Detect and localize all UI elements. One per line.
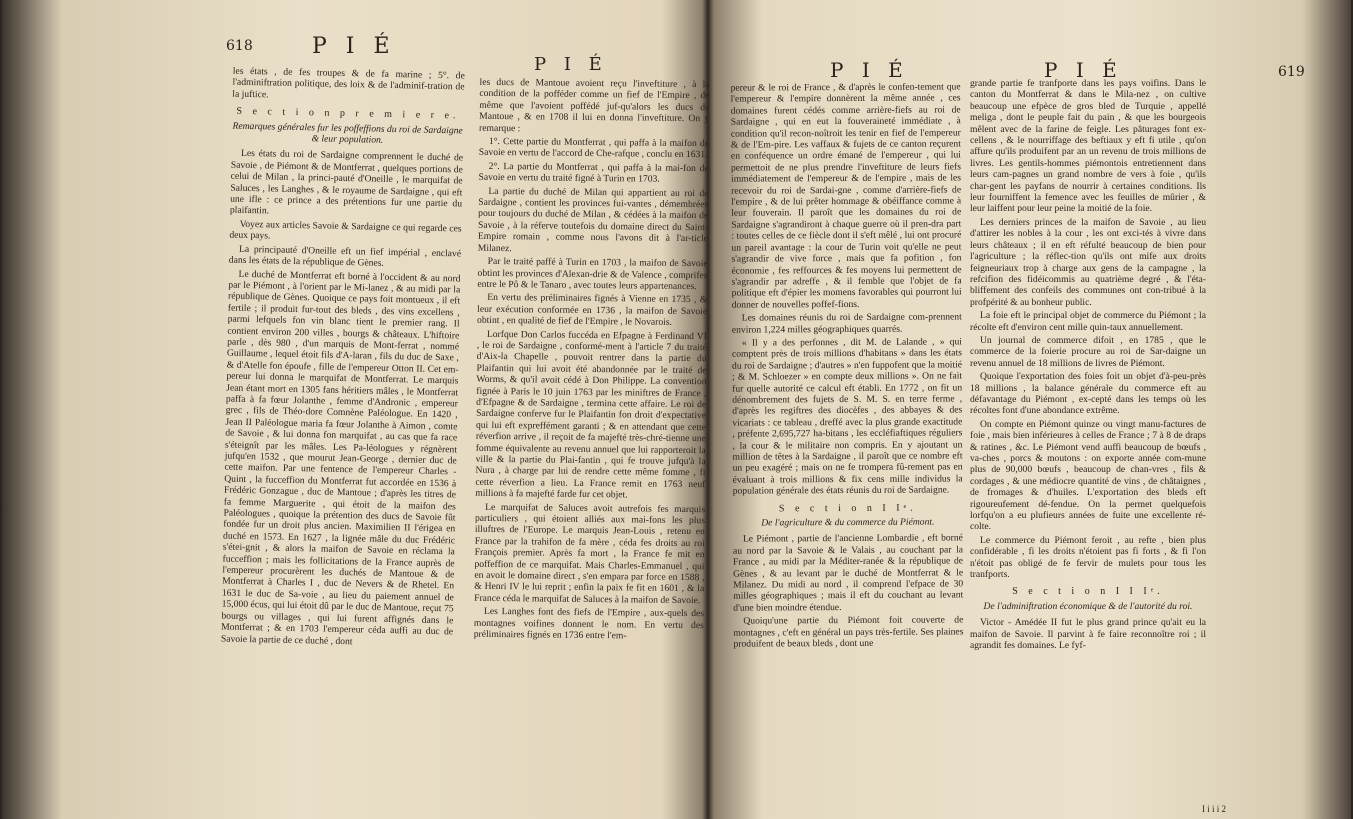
running-head-left-2: P I É <box>534 54 608 75</box>
paragraph: Lorfque Don Carlos fuccéda en Efpagne à Ferdinand VI , le roi de Sardaigne , conformé-ment à l'article 7 du traité d'Aix-la Chapelle , pouvoit rentrer dans la partie du Plaifantin qui lui avoit été abandonnée par le traité de Worms, & qu'il avoit cédé à Don Philippe. La convention fignée à Paris le 10 juin 1763 par les miniftres de France , d'Efpagne & de Sardaigne , termina cette affaire. Le roi de Sardaigne conferve fur le Plaifantin fon droit d'expectative qui lui eft expreffément garanti ; & en attendant que cette réverfion arrive , il reçoit de fa majefté très-chré-tienne une fomme équivalente au revenu annuel que lui rapporteroit la ville & la partie du Plai-fantin , qui fe trouve jufqu'à la Nura , à charge par lui de rendre cette même fomme , fi cette réverfion a lieu. La France remit en 1763 neuf millions à fa majefté farde fur cet objet. <box>475 328 707 501</box>
paragraph: Le duché de Montferrat eft borné à l'occident & au nord par le Piémont , à l'orient par le Mi-lanez , & au midi par la république de Gènes. Quoique ce pays foit montueux , il eft fertile ; il produit fur-tout des bleds , des vins excellens , parmi lefquels fon vin blanc tient le premier rang. Il contient environ 200 villes , bourgs & châteaux. L'hiftoire parle , dès 980 , d'un marquis de Mont-ferrat , nommé Guillaume , lequel étoit fils d'A-laran , fils du duc de Saxe , & d'Atelle fon époufe , fille de l'empereur Otton II. Cet em-pereur lui donna le marquifat de Montferrat. Le marquis Jean étant mort en 1305 fans héritiers mâles , le Montferrat paffa à fa fœur Jolanthe , femme d'Andronic , empereur grec , fils de Théo-dore Comnène Paléologue. En 1420 , Jean II Paléologue maria fa fœur Jolanthe à Aimon , comte de Savoie , & lui donna fon marquifat , au cas que fa race s'éteignît par les mâles. Les Pa-léologues y régnèrent jufqu'en 1532 , que mourut Jean-George , dernier duc de cette maifon. Par une fentence de l'empereur Charles - Quint , la fucceffion du Montferrat fut accordée en 1536 à Frédéric Gonzague , duc de Mantoue ; d'après les titres de fa femme Marguerite , qui étoit de la maifon des Paléologues , quoique la prétention des ducs de Savoie fût fondée fur un droit plus ancien. Maximilien II l'érigea en duché en 1573. En 1627 , la lignée mâle du duc Frédéric s'étei-gnit , & alors la maifon de Savoie en réclama la fucceffion ; mais les follicitations de la France auprès de l'empereur procurèrent les duchés de Mantoue & de Montferrat à Charles I , duc de Nevers & de Rhetel. En 1631 le duc de Sa-voie , au lieu du paiement annuel de 15,000 écus, qui lui étoit dû par le duc de Mantoue, reçut 75 bourgs ou villages , qui lui furent affignés dans le Montferrat ; & en 1703 l'empereur céda auffi au duc de Savoie la partie de ce duché , dont <box>220 268 461 647</box>
paragraph: 1°. Cette partie du Montferrat , qui paffa à la maifon de Savoie en vertu de l'accord de Che-rafque , conclu en 1631. <box>478 135 709 161</box>
page-number-left: 618 <box>226 38 253 54</box>
lead-paragraph: les états , de fes troupes & de fa marine ; 5°. de l'adminiftration politique, des loix & de l'adminif-tration de la juftice. <box>232 65 465 101</box>
paragraph: Voyez aux articles Savoie & Sardaigne ce qui regarde ces deux pays. <box>229 218 462 242</box>
running-head-right: P I É <box>830 58 909 82</box>
right-page <box>722 18 1322 814</box>
paragraph: Quoiqu'une partie du Piémont foit couverte de montagnes , c'eft en général un pays très-fertile. Ses plaines produifent de beaux bleds , dont une <box>733 614 964 650</box>
paragraph: La foie eft le principal objet de commerce du Piémont ; la récolte eft d'environ cent mille quin-taux annuellement. <box>970 310 1206 333</box>
section-heading: S e c t i o n I Iᵉ. <box>778 502 917 514</box>
left-page <box>42 18 710 808</box>
paragraph: En vertu des préliminaires fignés à Vienne en 1735 , & leur exécution conformée en 1736 , la maifon de Savoie obtint , en qualité de fief de l'Empire , le Novarois. <box>477 292 708 328</box>
signature-mark: I i i i 2 <box>1202 804 1226 814</box>
section-heading: S e c t i o n p r e m i e r e. <box>236 105 460 122</box>
section-subtitle: De l'adminiftration économique & de l'autorité du roi. <box>983 600 1193 612</box>
paragraph: Les Langhes font des fiefs de l'Empire , aux-quels des montagnes voifines donnent le nom. En vertu des préliminaires fignés en 1736 entre l'em- <box>473 606 705 642</box>
right-column-2 <box>970 78 1206 738</box>
paragraph: « Il y a des perfonnes , dit M. de Lalande , » qui comptent près de trois millions d'habitans » dans les états du roi de Sardaigne ; d'autres » n'en fuppofent que la moitié ; & M. Schloezer » en compte deux millions ». On ne fait fur quelle autorité ce calcul eft établi. En 1772 , on fit un dénombrement des fujets de S. M. S. en terre ferme , d'après les regiftres des diocèfes , des abbayes & des vicariats : ce tableau , dreffé avec la plus grande exactitude , préfente 2,695,727 ha-bitans , les eccléfiaftiques réguliers , la cour & le militaire non compris. En y ajoutant un million de têtes à la Sardaigne , il paroît que ce nombre eft un peu exagéré ; mais on ne fe trompera fû-rement pas en évaluant à trois millions & fix cens mille individus la population générale des états réunis du roi de Sardaigne. <box>731 336 963 497</box>
paragraph: On compte en Piémont quinze ou vingt manu-factures de foie , mais bien inférieures à celles de France ; 7 à 8 de draps & ratines , &c. Le Piémont vend auffi beaucoup de bœufs , va-ches , porcs & moutons : on exporte année com-mune plus de 90,000 bœufs , beaucoup de chan-vres , fils & cordages , & une médiocre quantité de vins , de châtaignes , de fromages & d'huiles. L'exportation des bleds eft rigoureufement dé-fendue. On la permet quelquefois lorfqu'on a eu plufieurs années de fuite une excellente ré-colte. <box>970 418 1206 533</box>
left-column-2 <box>472 77 709 769</box>
paragraph: Le Piémont , partie de l'ancienne Lombardie , eft borné au nord par la Savoie & le Valais , au couchant par la France , au midi par la Méditer-ranée & la république de Gènes , & au levant par le duché de Montferrat & le Milanez. Du midi au nord , il comprend l'efpace de 30 milles géographiques ; mais il eft du couchant au levant d'une bien moindre étendue. <box>732 532 964 614</box>
page-number-right: 619 <box>1278 64 1305 80</box>
paragraph: Les domaines réunis du roi de Sardaigne com-prennent environ 1,224 milles géographiques quarrés. <box>731 311 962 336</box>
running-head-left: P I É <box>312 34 396 59</box>
left-column-1 <box>219 66 465 731</box>
paragraph: les ducs de Mantoue avoient reçu l'inveftiture , à la condition de la pofféder comme un fief de l'Empire , de même que l'avoient poffédé juf-qu'alors les ducs de Mantoue , & en 1708 il lui en donna l'inveftiture. On y remarque : <box>479 76 710 134</box>
right-column-1 <box>730 81 964 650</box>
running-head-right-2: P I É <box>1044 58 1123 82</box>
section-subtitle: De l'agriculture & du commerce du Piémont. <box>761 516 935 529</box>
paragraph: Quoique l'exportation des foies foit un objet d'à-peu-près 18 millions , la balance générale du commerce eft au défavantage du Piémont , ex-cepté dans les temps où les récoltes font d'une abondance extrême. <box>970 371 1206 417</box>
paragraph: Par le traité paffé à Turin en 1703 , la maifon de Savoie obtint les provinces d'Alexan-drie & de Valence , comprifes entre le Pô & le Tanaro , avec toutes leurs appartenances. <box>477 256 708 293</box>
paragraph: pereur & le roi de France , & d'après le confen-tement que l'empereur & l'empire donnèrent la même année , ces domaines furent cédés comme arrière-fiefs au roi de Sardaigne , qui en eut la fouveraineté immédiate , à condition qu'il recon-noîtroit les tenir en fief de l'empereur & de l'Em-pire. Les vaffaux & fujets de ce canton reçurent en conféquence un ordre émané de l'empereur , qui lui permettoit de ne plus prendre l'inveftiture de leurs fiefs immédiatement de l'empereur & de l'empire , mais de les recevoir du roi de Sardai-gne , comme d'arrière-fiefs de l'empire , & de lui prêter hommage & obéiffance comme à leur fouverain. Il paroît que les domaines du roi de Sardaigne s'agrandiront à chaque guerre où il pren-dra part : toutes celles de ce fiècle dont il s'eft mêlé , lui ont procuré un pareil avantage : la cour de Turin voit qu'elle ne peut s'agrandir de vive force , mais que fa pofition , fon économie , fes reffources & fes moyens lui permettent de s'agrandir par adreffe , & il femble que l'objet de fa politique eft d'épier les momens favorables qui pourront lui donner de nouvelles poffef-fions. <box>730 81 962 311</box>
paragraph: La partie du duché de Milan qui appartient au roi de Sardaigne , contient les provinces fui-vantes , démembrées pour toujours du duché de Milan , & cédées à la maifon de Savoie , à la réferve toutefois du domaine direct du Saint-Empire romain , comme nous l'avons dit à l'ar-ticle Milanez. <box>477 185 709 254</box>
paragraph: La principauté d'Oneille eft un fief impérial , enclavé dans les états de la république de Gènes. <box>228 243 462 269</box>
book-spread <box>2 0 1351 819</box>
section-heading: S e c t i o n I I Iᵉ. <box>1012 586 1164 598</box>
section-subtitle: Remarques générales fur les poffeffions du roi de Sardaigne & leur population. <box>232 120 463 146</box>
paragraph: Le marquifat de Saluces avoit autrefois fes marquis particuliers , qui étoient alliés aux mai-fons les plus illuftres de l'Europe. Le marquis Jean-Louis , retenu en France par la trahifon de fa mère , céda fes droits au roi François premier. Après fa mort , la France fe mit en poffeffion de ce marquifat. Mais Charles-Emmanuel , qui en avoit le domaine direct , s'en empara par force en 1588 , & Henri IV le lui reprit ; enfin la paix fe fit en 1601 , & la France céda le marquifat de Saluces à la maifon de Savoie. <box>474 501 706 607</box>
paragraph: Les états du roi de Sardaigne comprennent le duché de Savoie , de Piémont & de Montferrat , quelques portions de celui de Milan , la princi-pauté d'Oneille , le marquifat de Saluces , les Langhes , & le royaume de Sardaigne , qui eft une ifle : ce prince a des prétentions fur une partie du plaifantin. <box>229 148 464 217</box>
paragraph: Victor - Amédée II fut le plus grand prince qu'ait eu la maifon de Savoie. Il parvint à fe faire reconnoître roi ; il agrandit fes domaines. Le fyf- <box>970 617 1206 652</box>
paragraph: 2°. La partie du Montferrat , qui paffa à la mai-fon de Savoie en vertu du traité figné à Turin en 1703. <box>478 160 709 185</box>
paragraph: grande partie fe tranfporte dans les pays voifins. Dans le canton du Montferrat & dans le Mila-nez , on cultive beaucoup une efpèce de gros bled de Turquie , appellé meliga , dont le peuple fait du pain , & que les bourgeois mêlent avec de la farine de feigle. Les pâturages font ex-cellens , & le nourriffage des beftiaux y eft fi utile , qu'on affure qu'ils produifent par an un revenu de trois millions de livres. Les gentils-hommes piémontois entretiennent dans leurs cam-pagnes un grand nombre de vers à foie , qu'ils char-gent les payfans de nourrir à certaines conditions. Ils leur fourniffent la femence avec les feuilles de mûrier , & leur laiffent pour leur peine la moitié de la foie. <box>970 78 1206 215</box>
paragraph: Un journal de commerce difoit , en 1785 , que le commerce de la foierie procure au roi de Sar-daigne un revenu annuel de 18 millions de livres de Piémont. <box>970 334 1206 369</box>
paragraph: Les derniers princes de la maifon de Savoie , au lieu d'attirer les nobles à la cour , les ont exci-tés à vivre dans leurs châteaux ; il en eft réfulté beaucoup de bien pour l'agriculture ; la réflec-tion qu'ils ont mife aux droits feigneuriaux trop à charge aux gens de la campagne , la refcifion des fidéicommis au quatrième degré , & l'éta-bliffement des confeils des communes ont con-tribué à la profpérité & au bonheur public. <box>970 216 1206 308</box>
paragraph: Le commerce du Piémont feroit , au refte , bien plus confidérable , fi les droits n'étoient pas fi forts , & fi l'on n'étoit pas obligé de fe fervir de mulets pour tous les tranfports. <box>970 534 1206 581</box>
